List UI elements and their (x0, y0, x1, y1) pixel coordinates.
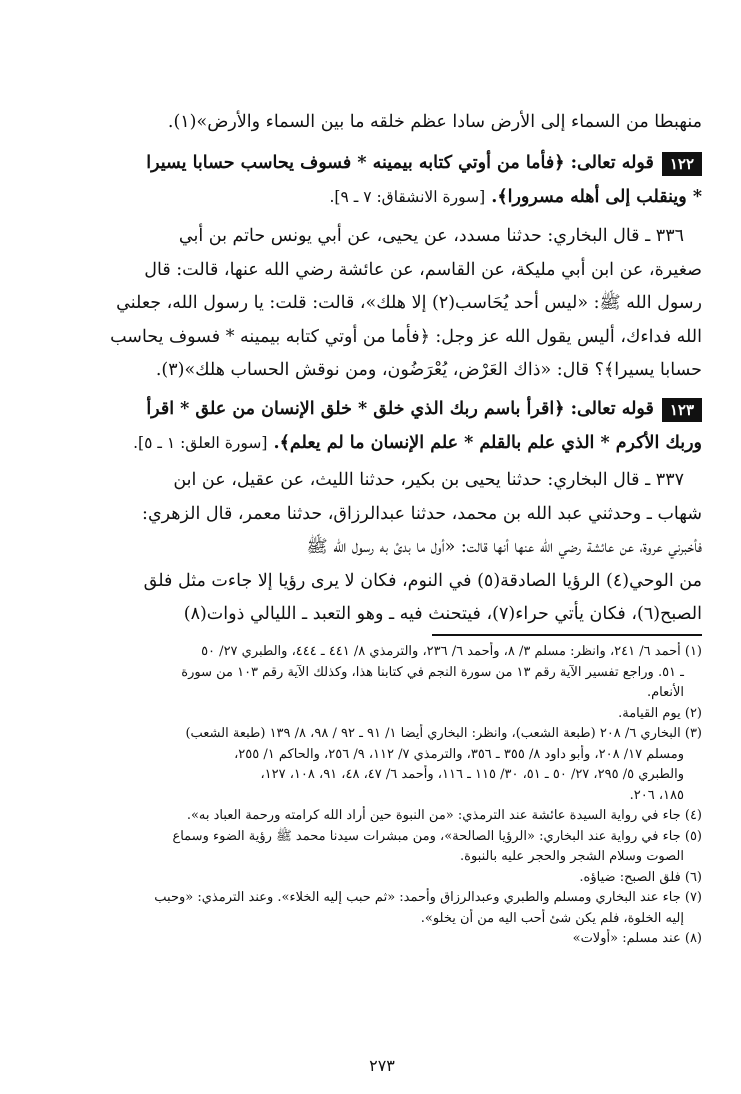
verse-text: ﴿اقرأ باسم ربك الذي خلق * خلق الإنسان من علق * اقرأ (146, 399, 565, 419)
text-line: الله فداءك، أليس يقول الله عز وجل: ﴿فأما من أوتي كتابه بيمينه * فسوف يحاسب (110, 326, 702, 347)
text-line: منهبطا من السماء إلى الأرض سادا عظم خلقه ما بين السماء والأرض»(١). (167, 112, 702, 132)
verse-lead: قوله تعالى: (570, 153, 654, 173)
footnote-line: الصوت وسلام الشجر والحجر عليه بالنبوة. (460, 849, 684, 864)
book-page (62, 96, 702, 1076)
footnotes (62, 642, 702, 950)
footnote-line: ١٨٥، ٢٠٦. (629, 787, 684, 803)
verse-lead: قوله تعالى: (570, 399, 654, 419)
section-number-badge: ١٢٣ (662, 398, 702, 422)
text-line (62, 180, 702, 214)
text-line: رسول الله ﷺ: «ليس أحد يُحَاسب(٢) إلا هلك»، قالت: قلت: يا رسول الله، جعلني (116, 293, 702, 313)
footnote-line: ومسلم ١٧/ ٢٠٨، وأبو داود ٨/ ٣٥٥ ـ ٣٥٦، والترمذي ٧/ ١١٢، ٩/ ٢٥٦، والحاكم ١/ ٢٥٥، (234, 746, 684, 762)
footnote-line: (٨) عند مسلم: «أولات» (572, 931, 702, 946)
hadith-337-paragraph (62, 464, 702, 632)
footnote-line: والطبري ٥/ ٢٩٥، ٢٧/ ٥٠ ـ ٥١، ٣٠/ ١١٥ ـ ١١٦، وأحمد ٦/ ٤٧، ٤٨، ٩١، ١٠٨، ١٢٧، (260, 767, 684, 782)
section-number-badge: ١٢٢ (662, 152, 702, 176)
footnote-line: ـ ٥١. وراجع تفسير الآية رقم ١٣ من سورة النجم في كتابنا هذا، وكذلك الآية رقم ١٠٣ من سورة (181, 664, 684, 680)
footnote-line: (٣) البخاري ٦/ ٢٠٨ (طبعة الشعب)، وانظر: البخاري أيضا ١/ ٩١ ـ ٩٢ / ٩٨، ٨/ ١٣٩ (طبعة الشعب) (185, 726, 702, 741)
hadith-336-paragraph (62, 220, 702, 388)
footnote-line: (٧) جاء عند البخاري ومسلم والطبري وعبدالرزاق وأحمد: «ثم حبب إليه الخلاء». وعند الترمذي: «وحبب (154, 890, 702, 905)
text-line (62, 146, 702, 180)
intro-paragraph (62, 106, 702, 140)
text-line: فأخبرني عروة، عن عائشة رضي الله عنها أنها قالت: «أول ما بدئ به رسول الله ﷺ (306, 537, 702, 557)
footnote-line: الأنعام. (646, 685, 684, 700)
footnote-line: (٢) يوم القيامة. (618, 705, 702, 721)
verse-text: ﴿فأما من أوتي كتابه بيمينه * فسوف يحاسب حسابا يسيرا (146, 153, 565, 173)
text-line: الصبح(٦)، فكان يأتي حراء(٧)، فيتحنث فيه ـ وهو التعبد ـ الليالي ذوات(٨) (183, 604, 702, 624)
surah-reference: [سورة الانشقاق: ٧ ـ ٩]. (329, 188, 486, 206)
text-line (62, 392, 702, 426)
footnote-line: إليه الخلوة، فلم يكن شئ أحب اليه من أن يخلو». (420, 910, 684, 926)
text-line: ٣٣٦ ـ قال البخاري: حدثنا مسدد، عن يحيى، عن أبي يونس حاتم بن أبي (178, 226, 684, 246)
verse-text: وربك الأكرم * الذي علم بالقلم * علم الإنسان ما لم يعلم﴾. (273, 433, 702, 453)
page-number: ٢٧٣ (369, 1056, 395, 1075)
verse-text: * وينقلب إلى أهله مسرورا﴾. (491, 187, 702, 207)
text-line: من الوحي(٤) الرؤيا الصادقة(٥) في النوم، فكان لا يرى رؤيا إلا جاءت مثل فلق (143, 570, 702, 591)
footnote-separator (432, 634, 702, 636)
text-line: صغيرة، عن ابن أبي مليكة، عن القاسم، عن عائشة رضي الله عنها، قالت: قال (144, 259, 702, 280)
text-line: ٣٣٧ ـ قال البخاري: حدثنا يحيى بن بكير، حدثنا الليث، عن عقيل، عن ابن (173, 470, 684, 490)
footnote-line: (٥) جاء في رواية عند البخاري: «الرؤيا الصالحة»، ومن مبشرات سيدنا محمد ﷺ رؤية الضوء وسماع (172, 828, 702, 844)
footnote-line: (١) أحمد ٦/ ٢٤١، وانظر: مسلم ٣/ ٨، وأحمد ٦/ ٢٣٦، والترمذي ٨/ ٤٤١ ـ ٤٤٤، والطبري ٢٧/ ٥٠ (201, 644, 702, 659)
surah-reference: [سورة العلق: ١ ـ ٥]. (133, 434, 268, 452)
section-123-heading (62, 392, 702, 460)
footnote-line: (٤) جاء في رواية السيدة عائشة عند الترمذي: «من النبوة حين أراد الله كرامته ورحمة العباد به». (186, 808, 702, 823)
text-line (62, 426, 702, 460)
footnote-line: (٦) فلق الصبح: ضياؤه. (579, 869, 702, 885)
section-122-heading (62, 146, 702, 214)
text-line: شهاب ـ وحدثني عبد الله بن محمد، حدثنا عبدالرزاق، حدثنا معمر، قال الزهري: (142, 503, 702, 524)
text-line: حسابا يسيرا﴾؟ قال: «ذاك العَرْض، يُعْرَضُون، ومن نوقش الحساب هلك»(٣). (155, 360, 702, 380)
